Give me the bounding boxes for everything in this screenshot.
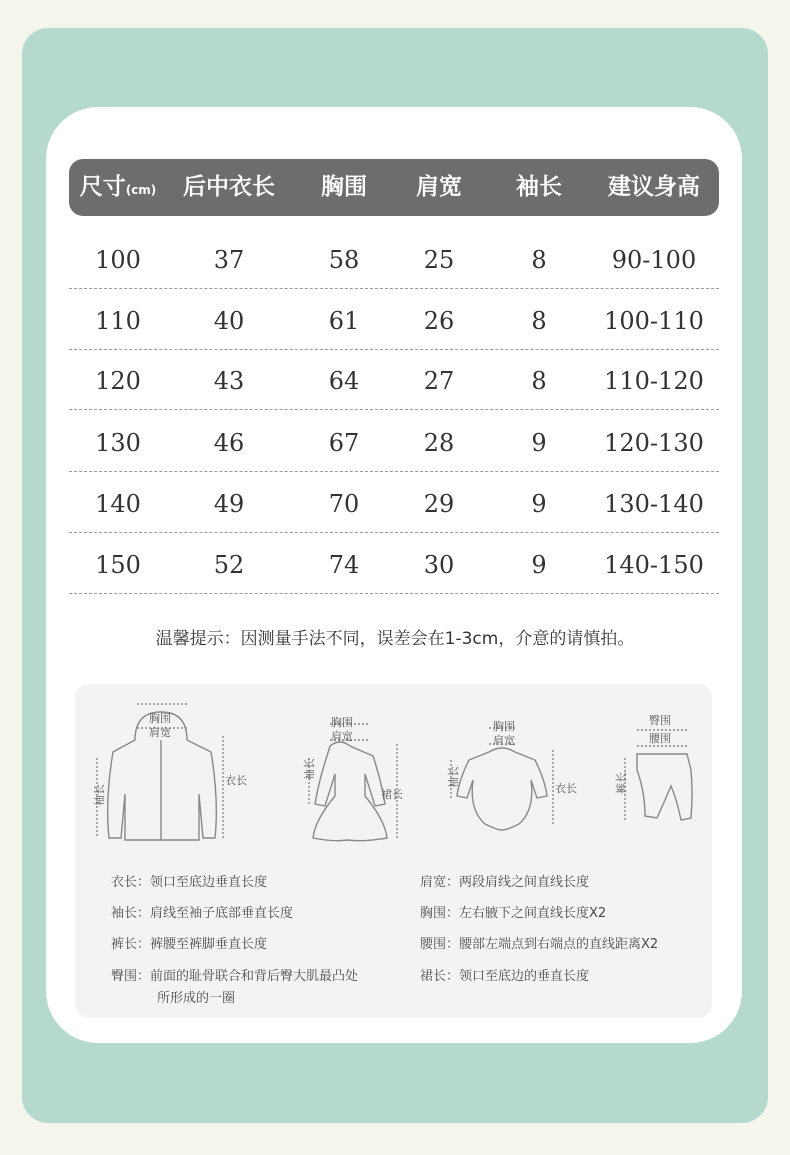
table-cell: 140-150	[604, 551, 704, 579]
table-cell: 9	[531, 551, 547, 579]
table-row	[69, 536, 719, 594]
table-cell: 74	[328, 551, 360, 579]
romper-sleeve-label: 袖长	[447, 766, 460, 788]
row-divider	[69, 593, 719, 594]
table-cell: 25	[423, 246, 455, 274]
jacket-chest-label: 胸围	[149, 712, 171, 725]
table-cell: 100-110	[604, 307, 704, 335]
definition-shoulder: 肩宽：两段肩线之间直线长度	[420, 875, 590, 890]
table-cell: 49	[213, 490, 245, 518]
definition-sleeve: 袖长：肩线至袖子底部垂直长度	[111, 906, 294, 921]
table-cell: 130-140	[604, 490, 704, 518]
table-cell: 110	[95, 307, 141, 335]
header-chest: 胸围	[321, 174, 367, 200]
table-cell: 100	[95, 246, 141, 274]
table-cell: 120-130	[604, 429, 704, 457]
table-cell: 8	[531, 367, 547, 395]
table-cell: 64	[328, 367, 360, 395]
table-cell: 30	[423, 551, 455, 579]
table-cell: 120	[95, 367, 141, 395]
table-cell: 52	[213, 551, 245, 579]
table-cell: 67	[328, 429, 360, 457]
table-cell: 9	[531, 490, 547, 518]
table-cell: 9	[531, 429, 547, 457]
dress-shoulder-label: 肩宽	[331, 730, 353, 743]
table-row	[69, 414, 719, 472]
header-sleeve: 袖长	[516, 174, 562, 200]
romper-shoulder-label: 肩宽	[493, 734, 515, 747]
table-header	[69, 159, 719, 216]
garment-diagrams	[75, 700, 712, 850]
table-cell: 150	[95, 551, 141, 579]
romper-chest-label: 胸围	[493, 720, 515, 733]
table-cell: 46	[213, 429, 245, 457]
measurement-tip: 温馨提示：因测量手法不同，误差会在1-3cm，介意的请慎拍。	[155, 629, 635, 649]
row-divider	[69, 471, 719, 472]
definition-hip-cont: 所形成的一圈	[157, 991, 236, 1006]
table-cell: 8	[531, 307, 547, 335]
table-cell: 70	[328, 490, 360, 518]
definition-hip: 臀围：前面的耻骨联合和背后臀大肌最凸处	[111, 969, 359, 984]
table-cell: 90-100	[611, 246, 697, 274]
jacket-shoulder-label: 肩宽	[149, 726, 171, 739]
dress-diagram	[309, 724, 397, 841]
table-cell: 130	[95, 429, 141, 457]
header-height: 建议身高	[608, 174, 700, 200]
table-cell: 26	[423, 307, 455, 335]
table-row	[69, 475, 719, 533]
row-divider	[69, 532, 719, 533]
header-length: 后中衣长	[183, 174, 275, 200]
definition-chest: 胸围：左右腋下之间直线长度X2	[420, 906, 607, 921]
table-row	[69, 292, 719, 350]
table-cell: 37	[213, 246, 245, 274]
table-cell: 28	[423, 429, 455, 457]
table-cell: 110-120	[604, 367, 704, 395]
table-cell: 40	[213, 307, 245, 335]
table-cell: 61	[328, 307, 360, 335]
dress-chest-label: 胸围	[331, 716, 353, 729]
table-cell: 58	[328, 246, 360, 274]
table-row	[69, 231, 719, 289]
definition-waist: 腰围：腰部左端点到右端点的直线距离X2	[420, 937, 659, 952]
pants-hip-label: 臀围	[649, 714, 671, 727]
definition-length: 衣长：领口至底边垂直长度	[111, 875, 268, 890]
pants-length-label: 裤长	[615, 772, 628, 794]
pants-waist-label: 腰围	[649, 732, 671, 745]
table-cell: 8	[531, 246, 547, 274]
definition-pants-length: 裤长：裤腰至裤脚垂直长度	[111, 937, 268, 952]
header-size: 尺寸(cm)	[79, 174, 157, 200]
jacket-length-label: 衣长	[225, 774, 247, 787]
row-divider	[69, 349, 719, 350]
definition-skirt: 裙长：领口至底边的垂直长度	[420, 969, 590, 984]
romper-length-label: 衣长	[555, 782, 577, 795]
table-cell: 140	[95, 490, 141, 518]
table-row	[69, 352, 719, 410]
row-divider	[69, 288, 719, 289]
table-cell: 27	[423, 367, 455, 395]
dress-skirt-label: 裙长	[381, 788, 403, 801]
table-cell: 43	[213, 367, 245, 395]
row-divider	[69, 409, 719, 410]
jacket-sleeve-label: 袖长	[93, 784, 106, 806]
dress-sleeve-label: 袖长	[303, 758, 316, 780]
table-cell: 29	[423, 490, 455, 518]
header-shoulder: 肩宽	[416, 174, 462, 200]
